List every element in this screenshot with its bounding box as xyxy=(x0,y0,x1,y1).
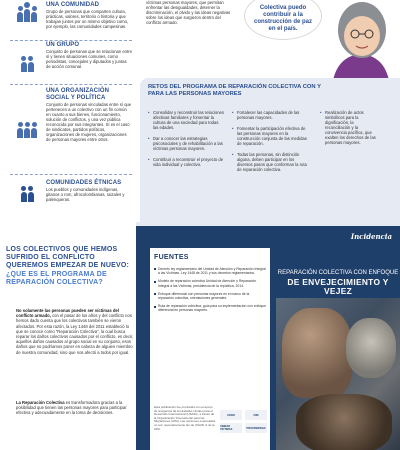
definition-title: UN GRUPO xyxy=(46,42,80,48)
definition-text: Conjunto de personas que se relacionan entre sí y tienen situaciones comunes, como periodistas, concejales y diputados y juntas de acción comunal. xyxy=(46,49,132,69)
top-section xyxy=(0,0,400,222)
cover-title-line-1: REPARACIÓN COLECTIVA CON ENFOQUE xyxy=(277,270,399,276)
fuente-item: Modelo de reparación colectiva Unidad de Atención y Reparación Integral a las Víctimas, presidencia de la república, 2014. xyxy=(154,279,266,287)
reto-item: • Consolidar y reconstruir las relaciones afectivas familiares y fomentar la cultura de una sociedad para todas las edades. xyxy=(148,110,224,130)
definition-text: Los pueblos y comunidades indígenas, gitanos o rom, afrocolombianas, raizales y palenqueras. xyxy=(46,187,125,202)
reto-item: • Fomentar la participación efectiva de las personas mayores en la construcción conjunta de las medidas de reparación. xyxy=(232,126,308,146)
prosperidad-logo: PROSPERIDAD xyxy=(245,423,267,433)
paragraph-1 xyxy=(16,308,134,355)
program-column xyxy=(0,222,136,450)
paragraph-1-bold: No solamente las personas pueden ser víctimas del conflicto armado, xyxy=(16,308,119,319)
unidad-victimas-logo: UNIDAD VÍCTIMAS xyxy=(220,423,242,433)
paragraph-2-text: es transformadora gracias a la posibilidad que tienen las personas mayores para participar efectiva y adecuadamente en la toma de decisiones. xyxy=(16,400,127,416)
fuente-item: Enfoque diferencial con personas mayores en el marco de la reparación colectiva, orientaciones generales. xyxy=(154,292,266,300)
question-line-2: ¿QUE ES EL PROGRAMA DE REPARACIÓN COLECTIVA? xyxy=(6,270,107,286)
speech-bubble xyxy=(244,0,322,40)
program-question xyxy=(6,246,132,287)
retos-column-3 xyxy=(320,110,380,151)
definition-text: Conjunto de personas vinculadas entre sí que pertenecen a un colectivo con un fin común en cuanto a sus bienes, funcionamiento, solución de conflictos, y una vez pública reconocida por sus integrantes. Sí es el caso de sindicatos, partidos políticos, organizaciones de mujeres, organizaciones de personas mayores entre otros. xyxy=(46,102,132,142)
retos-column-1 xyxy=(148,110,224,173)
middle-text: víctimas personas mayores, que permitan enfrentar las desigualdades, deterner la discriminación, el olvido y las ideas negativas sobre los ideas que surgieron dentro del conflicto armado. xyxy=(146,0,231,25)
paragraph-2 xyxy=(16,400,134,416)
retos-box xyxy=(140,78,400,222)
definition-title: COMUNIDADES ÉTNICAS xyxy=(46,180,122,186)
reto-item: • Realización de actos simbólicos para la dignificación, la reconciliación y la convivencia pacífica, que exalten los derechos de las personas mayores. xyxy=(320,110,380,145)
community-icon xyxy=(14,0,40,22)
elder-illustration xyxy=(322,0,400,86)
definitions-column xyxy=(0,0,136,222)
paragraph-2-bold: La Reparación Colectiva xyxy=(16,400,65,405)
cover-title xyxy=(276,270,400,296)
reto-item: • Contribuir a reconstruir el proyecto de vida individual y colectivo. xyxy=(148,157,224,167)
reto-item: • Dar a conocer las estrategias psicosociales y de rehabilitación a las víctimas personas mayores. xyxy=(148,136,224,151)
divider xyxy=(10,40,132,41)
fuentes-title: FUENTES xyxy=(154,254,189,261)
question-line-1: LOS COLECTIVOS QUE HEMOS SUFRIDO EL CONFLICTO QUEREMOS EMPEZAR DE NUEVO: xyxy=(6,246,130,270)
cover-photo xyxy=(276,298,400,450)
fuente-item: Ruta de reparación colectiva, guía para su implementación con enfoque diferencial en personas mayores. xyxy=(154,304,266,312)
organization-icon xyxy=(14,116,40,138)
fuentes-note: Esta publicación fue producida con el apoyo de la Agencia de los Estados Unidos para el Desarrollo Internacional (USAID), a través de la Organización Internacional para las Migraciones (OIM). Las opiniones expresadas no son necesariamente las de USAID ni de la OIM. xyxy=(154,405,216,431)
cover-title-line-2: DE ENVEJECIMIENTO Y VEJEZ xyxy=(287,277,389,296)
definition-title: UNA ORGANIZACIÓN SOCIAL Y POLÍTICA xyxy=(46,88,110,101)
definition-text: Grupo de personas que comparten cultura, prácticas, valores, territorio o historia y que trabajan juntos por un mismo objetivo como, por ejemplo, las comunidades campesinas. xyxy=(46,9,129,29)
paragraph-1-text: con el pasar de los años y del conflicto nos hemos dado cuenta que los colectivos también se vieron afectados. Por esta razón, la Ley 1448 del 2011 estableció lo que se conoce como "Reparación Colectiva", la cual busca reparar los daños colectivos causados por el conflicto, es decir, aquellos daños causados al grupo social en su conjunto, esos daños que no podríamos poner en cabeza de alguien miembro de nuestra comunidad, sino que nos afectó a todos por igual. xyxy=(16,313,134,355)
retos-title: RETOS DEL PROGRAMA DE REPARACIÓN COLECTIVA CON Y PARA LAS PERSONAS MAYORES xyxy=(148,84,321,97)
retos-column-2 xyxy=(232,110,308,178)
fuente-item: Decreto ley reglamentario del Unidad de Atención y Reparación Integral a las Víctimas. Ley 1448 de 2011 y sus decretos reglamentarios. xyxy=(154,267,266,275)
divider xyxy=(10,174,132,175)
divider xyxy=(10,84,132,85)
oim-logo: OIM xyxy=(245,410,267,420)
bubble-text: Colectiva puedo contribuir a la construcción de paz en el país. xyxy=(253,5,312,32)
reto-item: • Fortalecer las capacidades de las personas mayores. xyxy=(232,110,308,120)
sponsor-logos xyxy=(220,410,268,433)
usaid-logo: USAID xyxy=(220,410,242,420)
definition-title: UNA COMUNIDAD xyxy=(46,2,100,8)
cover-panel xyxy=(136,226,400,450)
group-icon xyxy=(14,50,40,72)
ethnic-communities-icon xyxy=(14,180,40,202)
fuentes-list xyxy=(154,267,266,313)
brand-logo: Incidencia xyxy=(350,232,392,241)
fuentes-box xyxy=(150,248,270,450)
bottom-section xyxy=(0,222,400,450)
reto-item: • Todas las personas, sin distinción alguna, deben participar en los diversos pasos que conforman la ruta de reparación colectiva. xyxy=(232,152,308,172)
